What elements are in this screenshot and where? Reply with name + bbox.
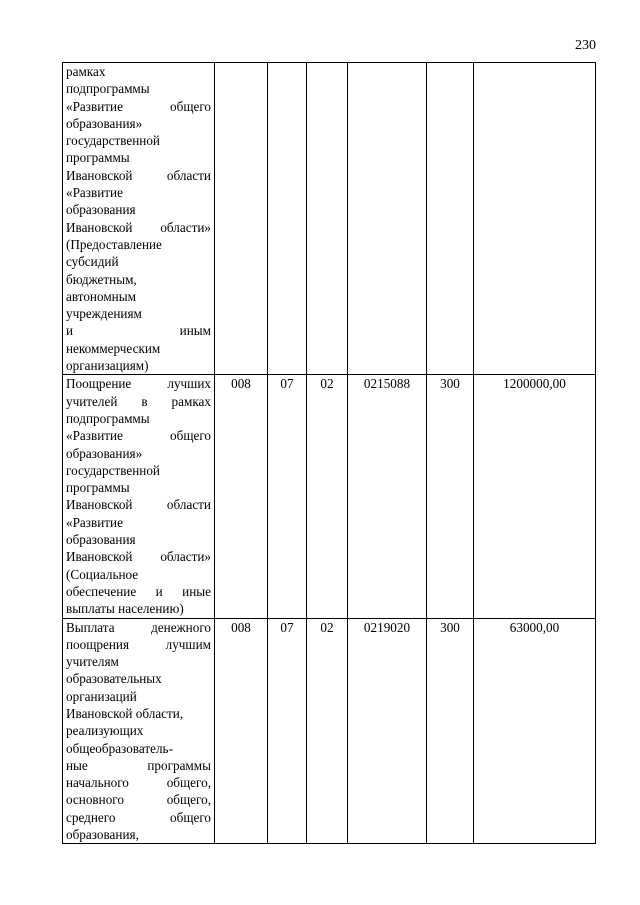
target-article-cell: 0219020 — [348, 618, 427, 844]
description-line: основного общего, — [66, 792, 211, 808]
expense-type-cell — [427, 63, 474, 375]
description-line: рамках — [66, 64, 106, 79]
amount-cell — [474, 63, 596, 375]
description-line: программы — [66, 150, 130, 166]
description-line: «Развитие — [66, 185, 123, 201]
description-line: организаций — [66, 688, 137, 704]
description-line: государственной — [66, 133, 160, 149]
table-body — [63, 63, 596, 844]
expense-description — [63, 63, 215, 375]
description-line: Ивановской области» — [66, 549, 211, 565]
target-article-cell: 0215088 — [348, 375, 427, 618]
target-article-cell — [348, 63, 427, 375]
description-line: образования, — [66, 827, 139, 843]
expense-description — [63, 375, 215, 618]
description-line: учителей в рамках — [66, 393, 211, 409]
description-line: программы — [66, 480, 130, 496]
description-line: автономным — [66, 288, 136, 304]
ministry-code-cell: 008 — [215, 618, 268, 844]
expense-type-cell: 300 — [427, 375, 474, 618]
description-line: общеобразователь- — [66, 740, 173, 756]
expense-type-cell: 300 — [427, 618, 474, 844]
description-line: подпрограммы — [66, 410, 150, 426]
description-line: подпрограммы — [66, 81, 150, 97]
description-line: «Развитие общего — [66, 98, 211, 114]
description-line: и иным — [66, 323, 211, 339]
amount-cell: 1200000,00 — [474, 375, 596, 618]
ministry-code-cell: 008 — [215, 375, 268, 618]
section-code-cell: 07 — [268, 375, 307, 618]
description-line: государственной — [66, 462, 160, 478]
description-line: образования» — [66, 445, 143, 461]
description-line: бюджетным, — [66, 271, 137, 287]
table-row — [63, 375, 596, 618]
description-line: (Социальное — [66, 566, 139, 582]
subsection-code-cell: 02 — [307, 618, 348, 844]
description-line: Ивановской области — [66, 167, 211, 183]
description-line: выплаты населению) — [66, 601, 184, 617]
description-line: Ивановской области, — [66, 705, 184, 721]
description-line: Ивановской области» — [66, 219, 211, 235]
ministry-code-cell — [215, 63, 268, 375]
section-code-cell — [268, 63, 307, 375]
amount-cell: 63000,00 — [474, 618, 596, 844]
table-row — [63, 618, 596, 844]
description-line: учителям — [66, 654, 119, 670]
section-code-cell: 07 — [268, 618, 307, 844]
description-line: субсидий — [66, 254, 119, 270]
description-line: образования» — [66, 115, 143, 131]
description-line: «Развитие — [66, 514, 123, 530]
description-line: реализующих — [66, 723, 144, 739]
description-line: Выплата денежного — [66, 619, 211, 635]
description-line: образовательных — [66, 671, 162, 687]
description-line: организациям) — [66, 358, 149, 374]
description-line: (Предоставление — [66, 236, 162, 252]
subsection-code-cell — [307, 63, 348, 375]
description-line: образования — [66, 532, 136, 548]
description-line: учреждениям — [66, 306, 142, 322]
description-line: Поощрение лучших — [66, 376, 211, 392]
description-line: среднего общего — [66, 809, 211, 825]
description-line: ные программы — [66, 757, 211, 773]
description-line: образования — [66, 202, 136, 218]
subsection-code-cell: 02 — [307, 375, 348, 618]
budget-table — [62, 62, 596, 844]
page-number: 230 — [575, 38, 596, 53]
description-line: начального общего, — [66, 775, 211, 791]
description-line: поощрения лучшим — [66, 636, 211, 652]
description-line: некоммерческим — [66, 340, 161, 356]
description-line: «Развитие общего — [66, 428, 211, 444]
table-row — [63, 63, 596, 375]
expense-description — [63, 618, 215, 844]
description-line: Ивановской области — [66, 497, 211, 513]
description-line: обеспечение и иные — [66, 583, 211, 599]
